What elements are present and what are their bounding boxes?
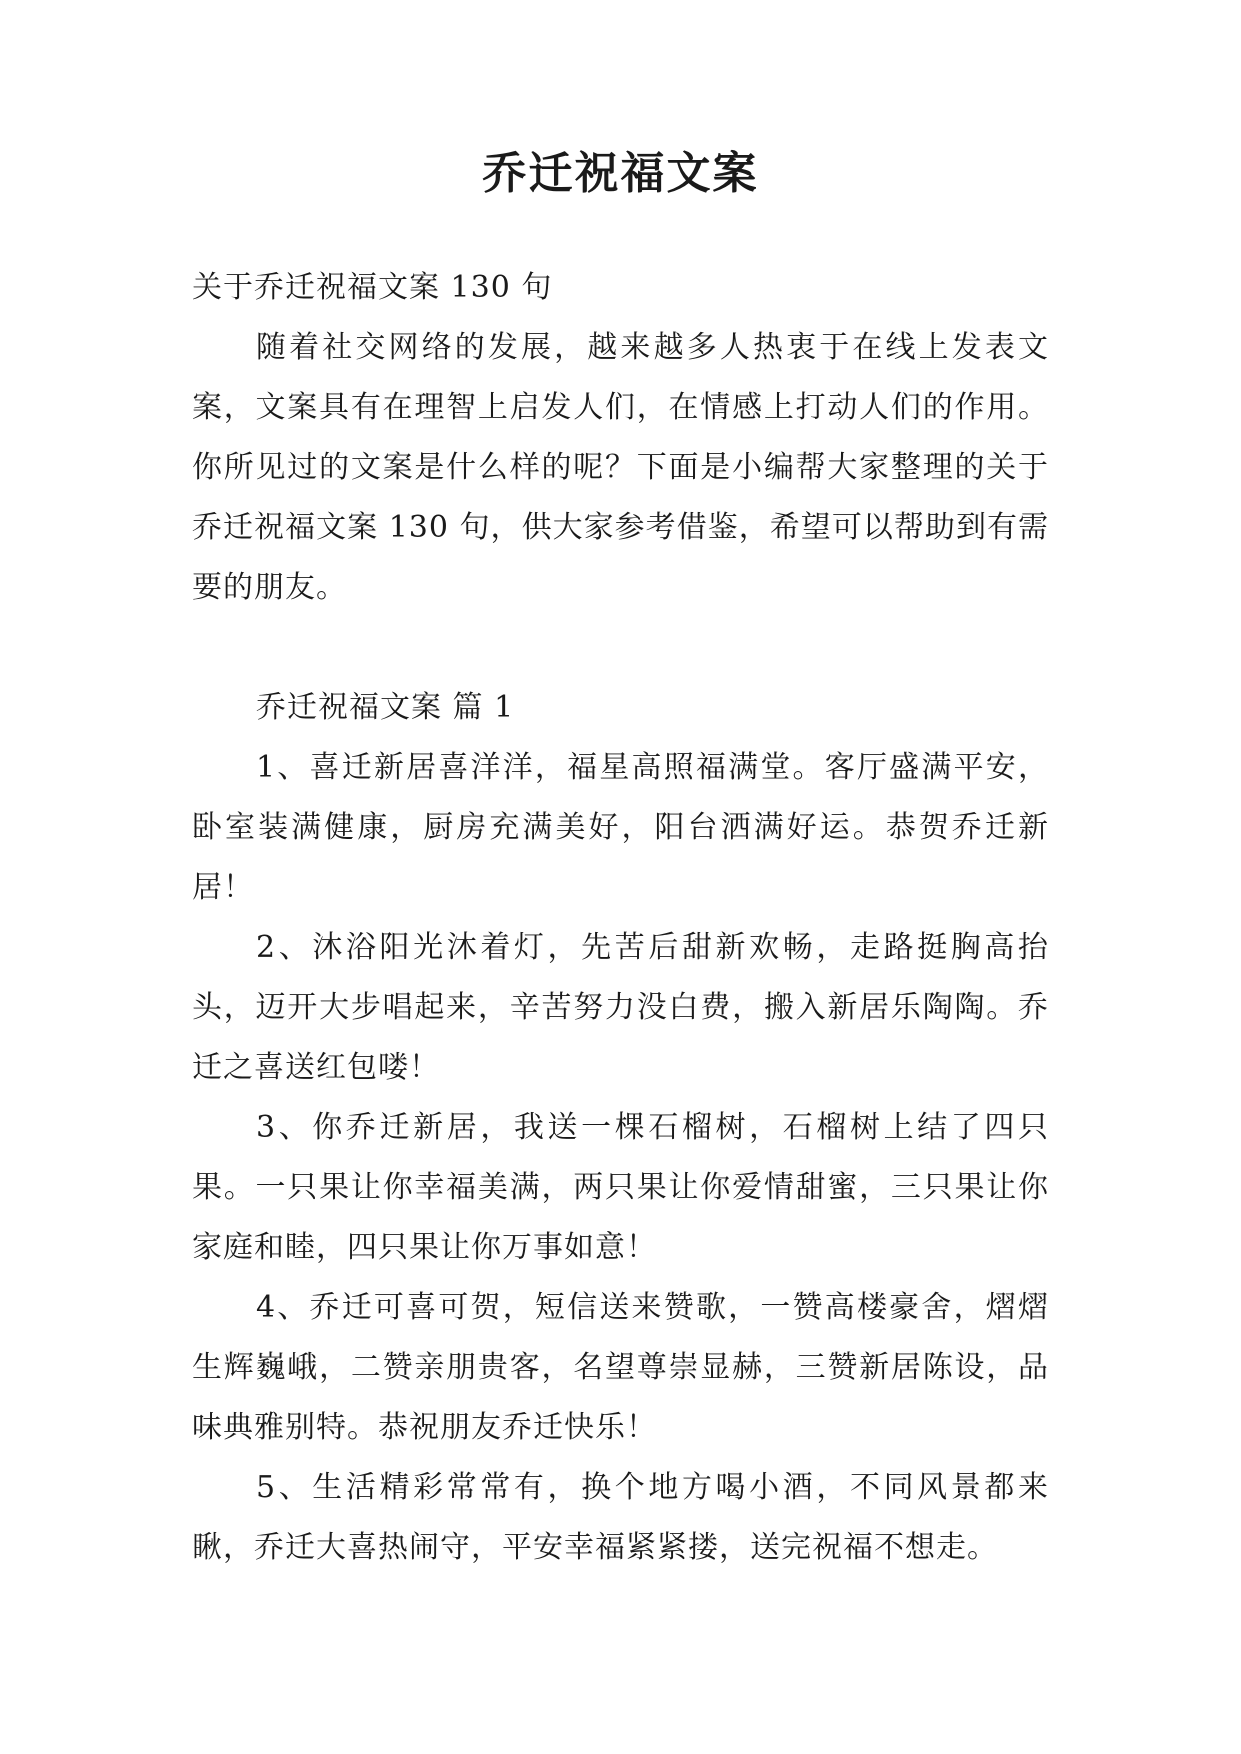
document-body: [192, 258, 1049, 1578]
blessing-item: 3、你乔迁新居，我送一棵石榴树，石榴树上结了四只果。一只果让你幸福美满，两只果让你爱情甜蜜，三只果让你家庭和睦，四只果让你万事如意！: [192, 1110, 1049, 1265]
document-subtitle: 关于乔迁祝福文案 130 句: [192, 270, 553, 305]
intro-paragraph: 随着社交网络的发展，越来越多人热衷于在线上发表文案，文案具有在理智上启发人们，在情感上打动人们的作用。你所见过的文案是什么样的呢？下面是小编帮大家整理的关于乔迁祝福文案 130 句，供大家参考借鉴，希望可以帮助到有需要的朋友。: [192, 330, 1049, 605]
blessing-item: 1、喜迁新居喜洋洋，福星高照福满堂。客厅盛满平安，卧室装满健康，厨房充满美好，阳台洒满好运。恭贺乔迁新居！: [192, 750, 1049, 905]
blessing-item: 5、生活精彩常常有，换个地方喝小酒，不同风景都来瞅，乔迁大喜热闹守，平安幸福紧紧搂，送完祝福不想走。: [192, 1470, 1049, 1565]
blessing-item: 4、乔迁可喜可贺，短信送来赞歌，一赞高楼豪舍，熠熠生辉巍峨，二赞亲朋贵客，名望尊崇显赫，三赞新居陈设，品味典雅别特。恭祝朋友乔迁快乐！: [192, 1290, 1049, 1445]
blessing-item: 2、沐浴阳光沐着灯，先苦后甜新欢畅，走路挺胸高抬头，迈开大步唱起来，辛苦努力没白费，搬入新居乐陶陶。乔迁之喜送红包喽！: [192, 930, 1049, 1085]
section-heading: 乔迁祝福文案 篇 1: [256, 690, 515, 725]
document-title: 乔迁祝福文案: [482, 148, 759, 199]
